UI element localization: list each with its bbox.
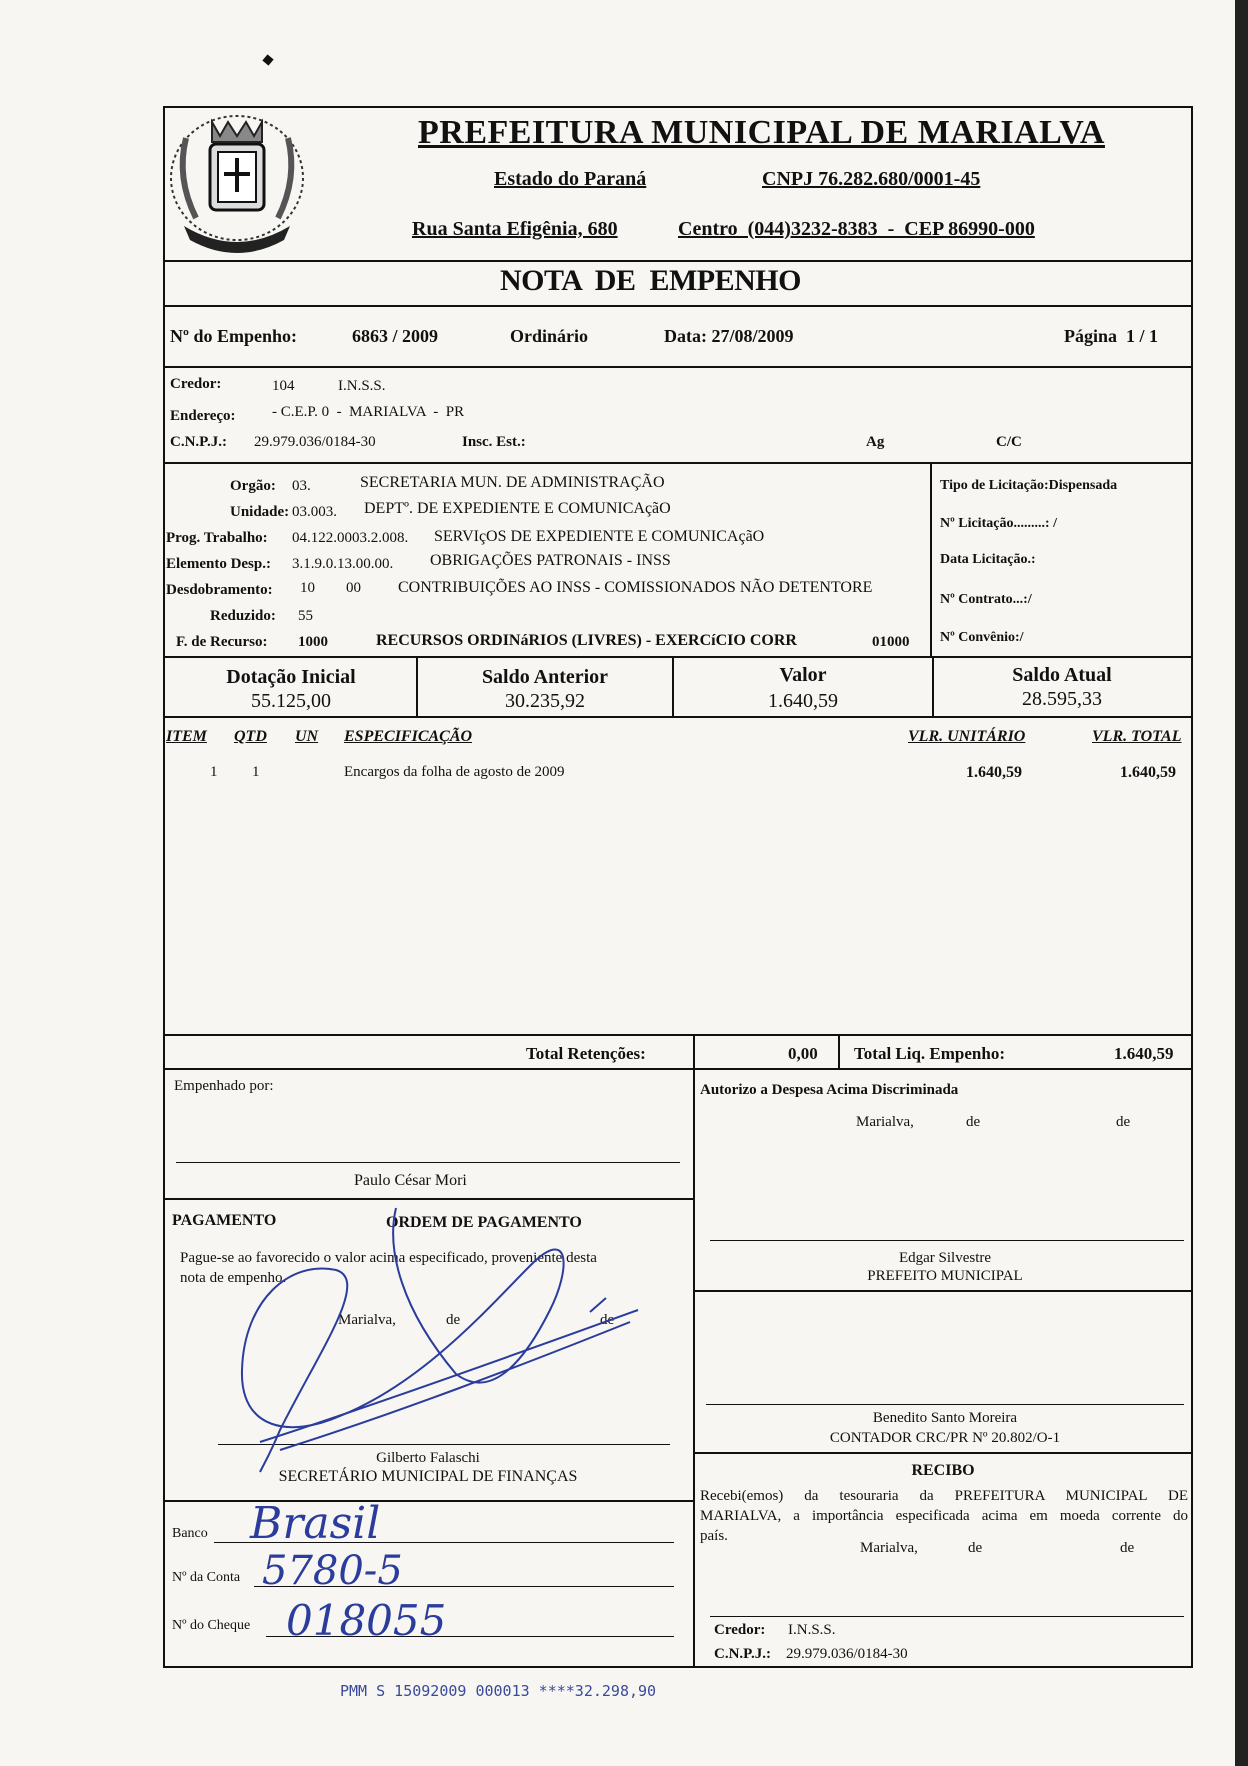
insc-est-label: Insc. Est.: xyxy=(462,434,526,450)
dotacao-inicial-label: Dotação Inicial xyxy=(226,666,356,688)
col-header-vlr-unitario: VLR. UNITÁRIO xyxy=(908,728,1026,745)
crest-banner-text xyxy=(296,232,297,233)
cheque-handwritten: 018055 xyxy=(286,1596,447,1645)
prog-trabalho-value: SERVIçOS DE EXPEDIENTE E COMUNICAçãO xyxy=(434,528,765,545)
divider xyxy=(163,305,1193,307)
data-licitacao: Data Licitação.: xyxy=(940,552,1036,567)
col-header-qtd: QTD xyxy=(234,728,267,745)
divider xyxy=(693,1452,1193,1454)
endereco-label: Endereço: xyxy=(170,408,236,424)
elemento-code: 3.1.9.0.13.00.00. xyxy=(292,556,394,572)
conta-label: Nº da Conta xyxy=(172,1570,241,1585)
fonte-recurso-label: F. de Recurso: xyxy=(176,634,268,650)
empenho-date: Data: 27/08/2009 xyxy=(664,326,794,346)
saldo-anterior-value: 30.235,92 xyxy=(505,690,585,712)
state-label: Estado do Paraná xyxy=(494,168,647,190)
recibo-cnpj-value: 29.979.036/0184-30 xyxy=(786,1646,908,1662)
endereco-value: - C.E.P. 0 - MARIALVA - PR xyxy=(272,404,465,420)
saldo-atual-value: 28.595,33 xyxy=(1022,688,1102,710)
recibo-text-3: país. xyxy=(700,1528,728,1544)
desdobramento-value: CONTRIBUIÇÕES AO INSS - COMISSIONADOS NÃO DETENTORE xyxy=(398,579,873,596)
empenho-number-label: Nº do Empenho: xyxy=(170,326,297,346)
item-row-vlr-total: 1.640,59 xyxy=(1120,764,1176,781)
credor-label: Credor: xyxy=(170,376,222,392)
prefeito-name: Edgar Silvestre xyxy=(898,1250,992,1266)
total-liquido-value: 1.640,59 xyxy=(1114,1044,1174,1063)
banco-label: Banco xyxy=(172,1526,208,1541)
tipo-licitacao: Tipo de Licitação:Dispensada xyxy=(940,478,1118,493)
pagamento-city: Marialva, xyxy=(338,1312,396,1328)
divider xyxy=(693,1068,695,1668)
pagamento-label: PAGAMENTO xyxy=(172,1212,277,1229)
credor-name: I.N.S.S. xyxy=(338,378,386,394)
numero-licitacao: Nº Licitação.........: / xyxy=(940,516,1057,531)
valor-value: 1.640,59 xyxy=(768,690,838,712)
numero-contrato: Nº Contrato...:/ xyxy=(940,592,1032,607)
recibo-de-2: de xyxy=(1120,1540,1135,1556)
signature-line xyxy=(706,1404,1184,1405)
recibo-credor-value: I.N.S.S. xyxy=(788,1622,836,1638)
divider xyxy=(163,716,1193,718)
recibo-text-2: MARIALVA, a importância especificada acima em moeda corrente do xyxy=(700,1508,1188,1524)
dotacao-inicial-value: 55.125,00 xyxy=(251,690,331,712)
prog-trabalho-code: 04.122.0003.2.008. xyxy=(292,530,409,546)
reduzido-label: Reduzido: xyxy=(210,608,276,624)
divider xyxy=(163,1034,1193,1036)
valor-label: Valor xyxy=(779,664,827,686)
divider xyxy=(163,1500,693,1502)
ag-label: Ag xyxy=(866,434,885,450)
pagamento-text-2: nota de empenho. xyxy=(180,1270,287,1286)
divider xyxy=(693,1034,695,1070)
cc-label: C/C xyxy=(996,434,1022,450)
page-number: Página 1 / 1 xyxy=(1064,326,1159,346)
numero-convenio: Nº Convênio:/ xyxy=(940,630,1024,645)
recibo-text-1: Recebi(emos) da tesouraria da PREFEITURA MUNICIPAL DE xyxy=(700,1488,1188,1504)
empenho-type: Ordinário xyxy=(510,326,589,346)
saldo-anterior-label: Saldo Anterior xyxy=(481,666,609,688)
empenhado-por-label: Empenhado por: xyxy=(174,1078,274,1094)
fonte-recurso-value: RECURSOS ORDINáRIOS (LIVRES) - EXERCíCIO CORR xyxy=(376,632,797,649)
handwritten-signature xyxy=(220,1190,660,1480)
address-label: Rua Santa Efigênia, 680 xyxy=(412,218,618,240)
pagamento-text-1: Pague-se ao favorecido o valor acima especificado, proveniente desta xyxy=(180,1250,597,1266)
cheque-label: Nº do Cheque xyxy=(172,1618,251,1633)
document-title: NOTA DE EMPENHO xyxy=(500,264,801,297)
elemento-label: Elemento Desp.: xyxy=(166,556,271,572)
elemento-value: OBRIGAÇÕES PATRONAIS - INSS xyxy=(430,552,671,569)
scan-edge xyxy=(1235,0,1248,1766)
empenhado-por-name: Paulo César Mori xyxy=(354,1172,467,1189)
desdobramento-code2: 00 xyxy=(346,580,361,596)
col-header-vlr-total: VLR. TOTAL xyxy=(1092,728,1182,745)
col-header-especificacao: ESPECIFICAÇÃO xyxy=(344,728,473,745)
conta-handwritten: 5780-5 xyxy=(262,1548,403,1594)
fonte-recurso-code: 1000 xyxy=(298,634,328,650)
divider xyxy=(838,1034,840,1070)
prog-trabalho-label: Prog. Trabalho: xyxy=(166,530,268,546)
banco-handwritten: Brasil xyxy=(250,1498,381,1549)
total-liquido-label: Total Liq. Empenho: xyxy=(854,1044,1005,1063)
orgao-code: 03. xyxy=(292,478,311,494)
signature-line xyxy=(710,1240,1184,1241)
ordem-pagamento-label: ORDEM DE PAGAMENTO xyxy=(386,1214,582,1231)
divider xyxy=(930,462,932,656)
divider xyxy=(163,1068,1193,1070)
prefeito-cargo: PREFEITO MUNICIPAL xyxy=(867,1268,1023,1284)
recibo-de-1: de xyxy=(968,1540,983,1556)
saldo-atual-label: Saldo Atual xyxy=(1012,664,1112,686)
recibo-title: RECIBO xyxy=(911,1462,975,1479)
municipal-crest-logo xyxy=(166,108,308,262)
cnpj-credor-label: C.N.P.J.: xyxy=(170,434,227,450)
payment-stamp: PMM S 15092009 000013 ****32.298,90 xyxy=(340,1682,657,1700)
scan-mark xyxy=(262,54,273,65)
unidade-value: DEPTº. DE EXPEDIENTE E COMUNICAçãO xyxy=(364,500,671,517)
secretario-name: Gilberto Falaschi xyxy=(376,1450,480,1466)
pagamento-de-1: de xyxy=(446,1312,461,1328)
recibo-cnpj-label: C.N.P.J.: xyxy=(714,1646,771,1662)
divider xyxy=(163,260,1193,262)
autorizo-de-1: de xyxy=(966,1114,981,1130)
item-row-especificacao: Encargos da folha de agosto de 2009 xyxy=(344,764,565,780)
contador-cargo: CONTADOR CRC/PR Nº 20.802/O-1 xyxy=(829,1430,1061,1446)
recibo-city: Marialva, xyxy=(860,1540,918,1556)
reduzido-value: 55 xyxy=(298,608,313,624)
col-header-un: UN xyxy=(295,728,319,745)
fonte-recurso-code2: 01000 xyxy=(872,634,910,650)
empenho-number: 6863 / 2009 xyxy=(352,326,439,346)
cnpj-label: CNPJ 76.282.680/0001-45 xyxy=(762,168,981,190)
credor-code: 104 xyxy=(272,378,295,394)
contador-name: Benedito Santo Moreira xyxy=(872,1410,1018,1426)
divider xyxy=(163,366,1193,368)
col-header-item: ITEM xyxy=(166,728,207,745)
desdobramento-label: Desdobramento: xyxy=(166,582,273,598)
signature-line xyxy=(710,1616,1184,1617)
autorizo-de-2: de xyxy=(1116,1114,1131,1130)
desdobramento-code1: 10 xyxy=(300,580,315,596)
total-retencoes-label: Total Retenções: xyxy=(526,1044,646,1063)
autorizo-label: Autorizo a Despesa Acima Discriminada xyxy=(700,1082,959,1098)
contact-label: Centro (044)3232-8383 - CEP 86990-000 xyxy=(678,218,1035,240)
item-row-vlr-unitario: 1.640,59 xyxy=(966,764,1022,781)
divider xyxy=(693,1290,1193,1292)
signature-line xyxy=(176,1162,680,1163)
unidade-label: Unidade: xyxy=(230,504,290,520)
page-title: PREFEITURA MUNICIPAL DE MARIALVA xyxy=(418,114,1105,151)
total-retencoes-value: 0,00 xyxy=(788,1044,818,1063)
orgao-label: Orgão: xyxy=(230,478,276,494)
recibo-credor-label: Credor: xyxy=(714,1622,766,1638)
item-row-qtd: 1 xyxy=(252,764,260,780)
item-row-item: 1 xyxy=(210,764,218,780)
orgao-value: SECRETARIA MUN. DE ADMINISTRAÇÃO xyxy=(360,474,665,491)
autorizo-city: Marialva, xyxy=(856,1114,914,1130)
divider xyxy=(163,656,1193,658)
secretario-cargo: SECRETÁRIO MUNICIPAL DE FINANÇAS xyxy=(278,1468,578,1485)
cnpj-credor-value: 29.979.036/0184-30 xyxy=(254,434,376,450)
pagamento-de-2: de xyxy=(600,1312,615,1328)
unidade-code: 03.003. xyxy=(292,504,337,520)
divider xyxy=(163,462,1193,464)
